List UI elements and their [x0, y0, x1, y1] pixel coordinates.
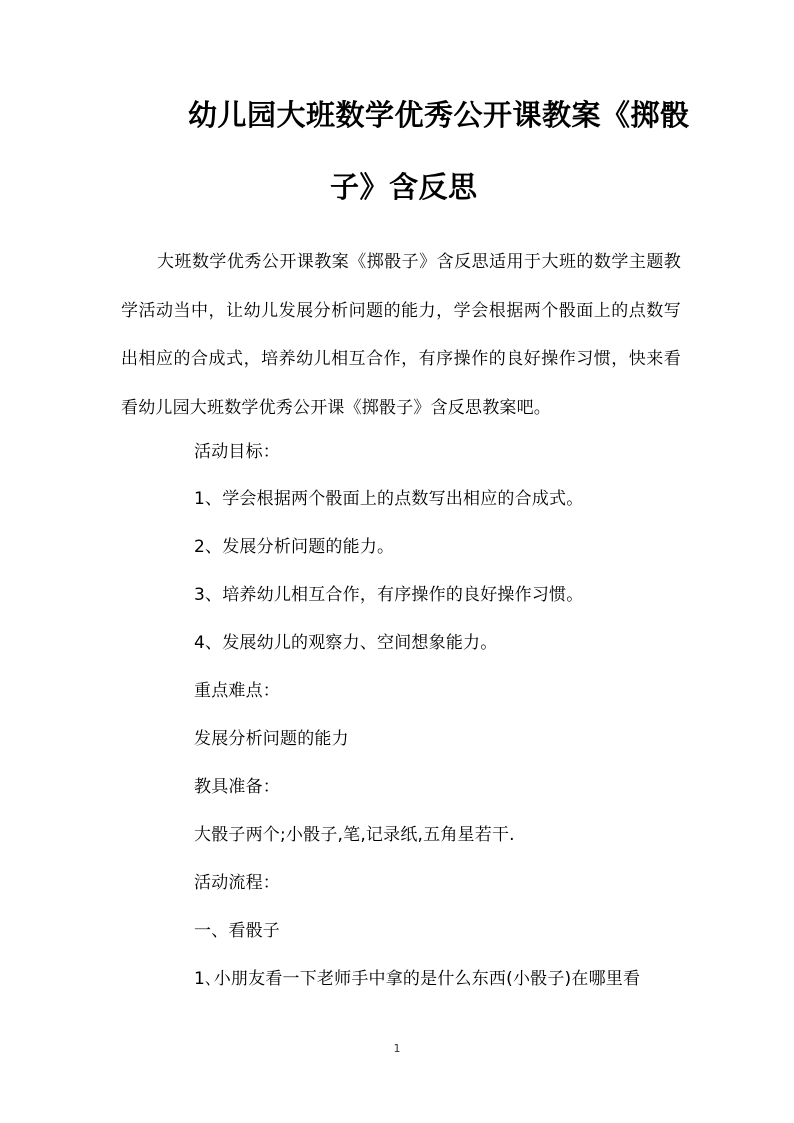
goal-item-3: 3、培养幼儿相互合作，有序操作的良好操作习惯。	[194, 585, 584, 605]
materials-text: 大骰子两个;小骰子,笔,记录纸,五角星若干.	[194, 825, 515, 845]
section-heading-materials: 教具准备：	[194, 777, 280, 797]
goal-item-2: 2、发展分析问题的能力。	[194, 537, 395, 557]
document-title-line-1: 幼儿园大班数学优秀公开课教案《掷骰	[188, 98, 690, 132]
section-heading-key-points: 重点难点：	[194, 681, 280, 701]
section-heading-activity-goals: 活动目标：	[194, 442, 280, 462]
goal-item-4: 4、发展幼儿的观察力、空间想象能力。	[194, 633, 498, 653]
key-point-text: 发展分析问题的能力	[194, 729, 349, 749]
section-heading-process: 活动流程：	[194, 873, 280, 893]
intro-paragraph: 大班数学优秀公开课教案《掷骰子》含反思适用于大班的数学主题教学活动当中，让幼儿发展分析问题的能力，学会根据两个骰面上的点数写出相应的合成式，培养幼儿相互合作，有序操作的良好操作习惯，快来看看幼儿园大班数学优秀公开课《掷骰子》含反思教案吧。	[121, 252, 681, 418]
document-title-line-2: 子》含反思	[330, 170, 478, 204]
process-step-heading-1: 一、看骰子	[194, 921, 280, 941]
page-number: 1	[393, 1042, 401, 1055]
goal-item-1: 1、学会根据两个骰面上的点数写出相应的合成式。	[194, 489, 584, 509]
process-step-text-1: 1､小朋友看一下老师手中拿的是什么东西(小骰子)在哪里看	[194, 969, 641, 989]
